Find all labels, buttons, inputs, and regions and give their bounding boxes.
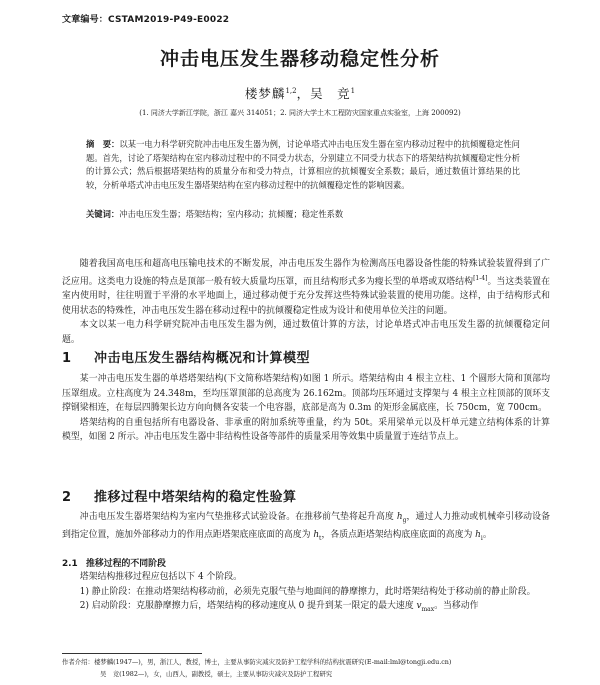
paper-title: 冲击电压发生器移动稳定性分析	[159, 48, 440, 70]
abstract-label: 摘 要：	[86, 139, 120, 149]
body-text: 2) 启动阶段：克服静摩擦力后，塔架结构的移动速度从 0 提升到某一限定的最大速度	[79, 601, 417, 612]
math-sub: g	[402, 516, 407, 524]
author-name: 吴 竞	[310, 86, 351, 101]
body-paragraph: 塔架结构的自重包括所有电器设备、非承重的附加系统等重量，约为 50t。采用梁单元以及杆单元建立结构体系的计算模型，如图 2 所示。冲击电压发生器中非结构性设备等部件的质量采用等效集中质量置于连结节点上。	[62, 417, 550, 443]
body-paragraph	[62, 510, 550, 547]
abstract	[86, 138, 520, 192]
list-item	[62, 599, 550, 617]
keywords-text: 冲击电压发生器；塔架结构；室内移动；抗倾覆；稳定性系数	[119, 209, 344, 219]
body-text: 。当移动作	[434, 601, 479, 612]
section-2-body	[62, 510, 550, 547]
subsection-title: 推移过程的不同阶段	[86, 559, 166, 569]
intro-text: 。当这类装置在室内使用时，往往明置于平滑的水平地面上，通过移动便于充分发挥这些特殊试验装置的使用功能。这样，由于结构形式和使用状态的特殊性，冲击电压发生器在移动过程中的抗倾覆稳定性成为设计和使用单位关注的问题。	[62, 276, 550, 316]
author-affil-mark: 1,2	[285, 86, 297, 95]
math-var: h	[475, 530, 481, 541]
body-paragraph: 塔架结构推移过程应包括以下 4 个阶段。	[79, 572, 242, 582]
body-text: 。	[482, 530, 492, 541]
subsection-heading	[62, 556, 166, 569]
article-number: 文章编号：CSTAM2019-P49-E0022	[62, 15, 230, 25]
math-var: v	[416, 601, 422, 612]
footnote-divider	[62, 653, 202, 654]
keywords-label: 关键词：	[86, 209, 120, 219]
math-sub: t	[319, 535, 322, 543]
affiliation: (1. 同济大学新江学院，浙江 嘉兴 314051；2. 同济大学土木工程防灾国家重点实验室，上海 200092)	[139, 109, 461, 117]
section-number: 2	[62, 490, 72, 505]
intro-text: 随着我国高电压和超高电压输电技术的不断发展，冲击电压发生器作为检测高压电器设备性能的特殊试验装置得到了广泛应用。这类电力设施的特点是顶部一般有较大质量均压罩，而且结构形式多为瘦长型的单塔或双塔结构	[62, 259, 550, 287]
author-name: 楼梦麟	[244, 86, 286, 101]
abstract-text: 以某一电力科学研究院冲击电压发生器为例，讨论单塔式冲击电压发生器在室内移动过程中的抗倾覆稳定性问题。首先，讨论了塔架结构在室内移动过程中的不同受力状态，分别建立不同受力状态下的塔架结构抗倾覆稳定性分析的计算公式；然后根据塔架结构的质量分布和受力特点，计算相应的抗倾覆安全系数；最后，通过数值计算结果的比较，分析单塔式冲击电压发生器塔架结构在室内移动过程中的抗倾覆稳定性的影响因素。	[86, 139, 520, 190]
body-paragraph: 某一冲击电压发生器的单塔塔架结构(下文简称塔架结构)如图 1 所示。塔架结构由 4 根主立柱、1 个圆形大筒和顶部均压罩组成。立柱高度为 24.348m，至均压罩顶部的总高度为 26.162m。顶部均压环通过支撑架与 4 根主立柱顶部的顶环支撑钢梁相连，在每层四腾架长边方向向侧各安装一个电容器，底部是高为 0.3m 的矩形金属底座，长 750cm，宽 700cm。	[62, 374, 550, 414]
body-text: 冲击电压发生器塔架结构为室内气垫推移式试验设备。在推移前气垫将起升高度	[79, 512, 397, 522]
keywords	[86, 208, 520, 222]
subsection-2-1-body	[62, 570, 550, 618]
author-separator: ，	[296, 86, 311, 101]
author-line	[0, 84, 600, 102]
section-heading	[62, 486, 297, 505]
footnote-line: 作者介绍：楼梦麟(1947—)，男，浙江人，教授，博士，主要从事防灾减灾及防护工程学科的结构抗震研究(E-mail:lml@tongji.edu.cn)	[62, 658, 452, 666]
section-title: 推移过程中塔架结构的稳定性验算	[94, 490, 297, 505]
subsection-number: 2.1	[62, 559, 78, 569]
intro-paragraph	[62, 257, 550, 318]
citation-ref: [1-4]	[473, 274, 488, 282]
section-number: 1	[62, 351, 72, 366]
math-var: h	[313, 530, 320, 541]
intro-paragraph: 本文以某一电力科学研究院冲击电压发生器为例，通过数值计算的方法，讨论单塔式冲击电压发生器的抗倾覆稳定问题。	[62, 320, 550, 345]
math-sub: i	[480, 535, 483, 543]
author-affil-mark: 1	[350, 86, 356, 95]
list-item: 1) 静止阶段：在推动塔架结构移动前，必须先克服气垫与地面间的静摩擦力，此时塔架结构处于移动前的静止阶段。	[79, 586, 536, 597]
section-1-body	[62, 372, 550, 445]
math-sub: max	[421, 605, 435, 613]
introduction	[62, 257, 550, 348]
body-text: ，通过人力推动或机械牵引移动设备到指定位置，施加外部移动力的作用点距塔架底座底面的高度为	[62, 512, 551, 541]
section-heading	[62, 347, 310, 366]
section-title: 冲击电压发生器结构概况和计算模型	[94, 351, 311, 366]
math-var: h	[396, 512, 403, 522]
body-text: ，各质点距塔架结构底座底面的高度为	[321, 530, 476, 541]
footnote-line: 吴 竞(1982—)，女，山西人，副教授，硕士，主要从事防灾减灾及防护工程研究	[100, 670, 333, 678]
